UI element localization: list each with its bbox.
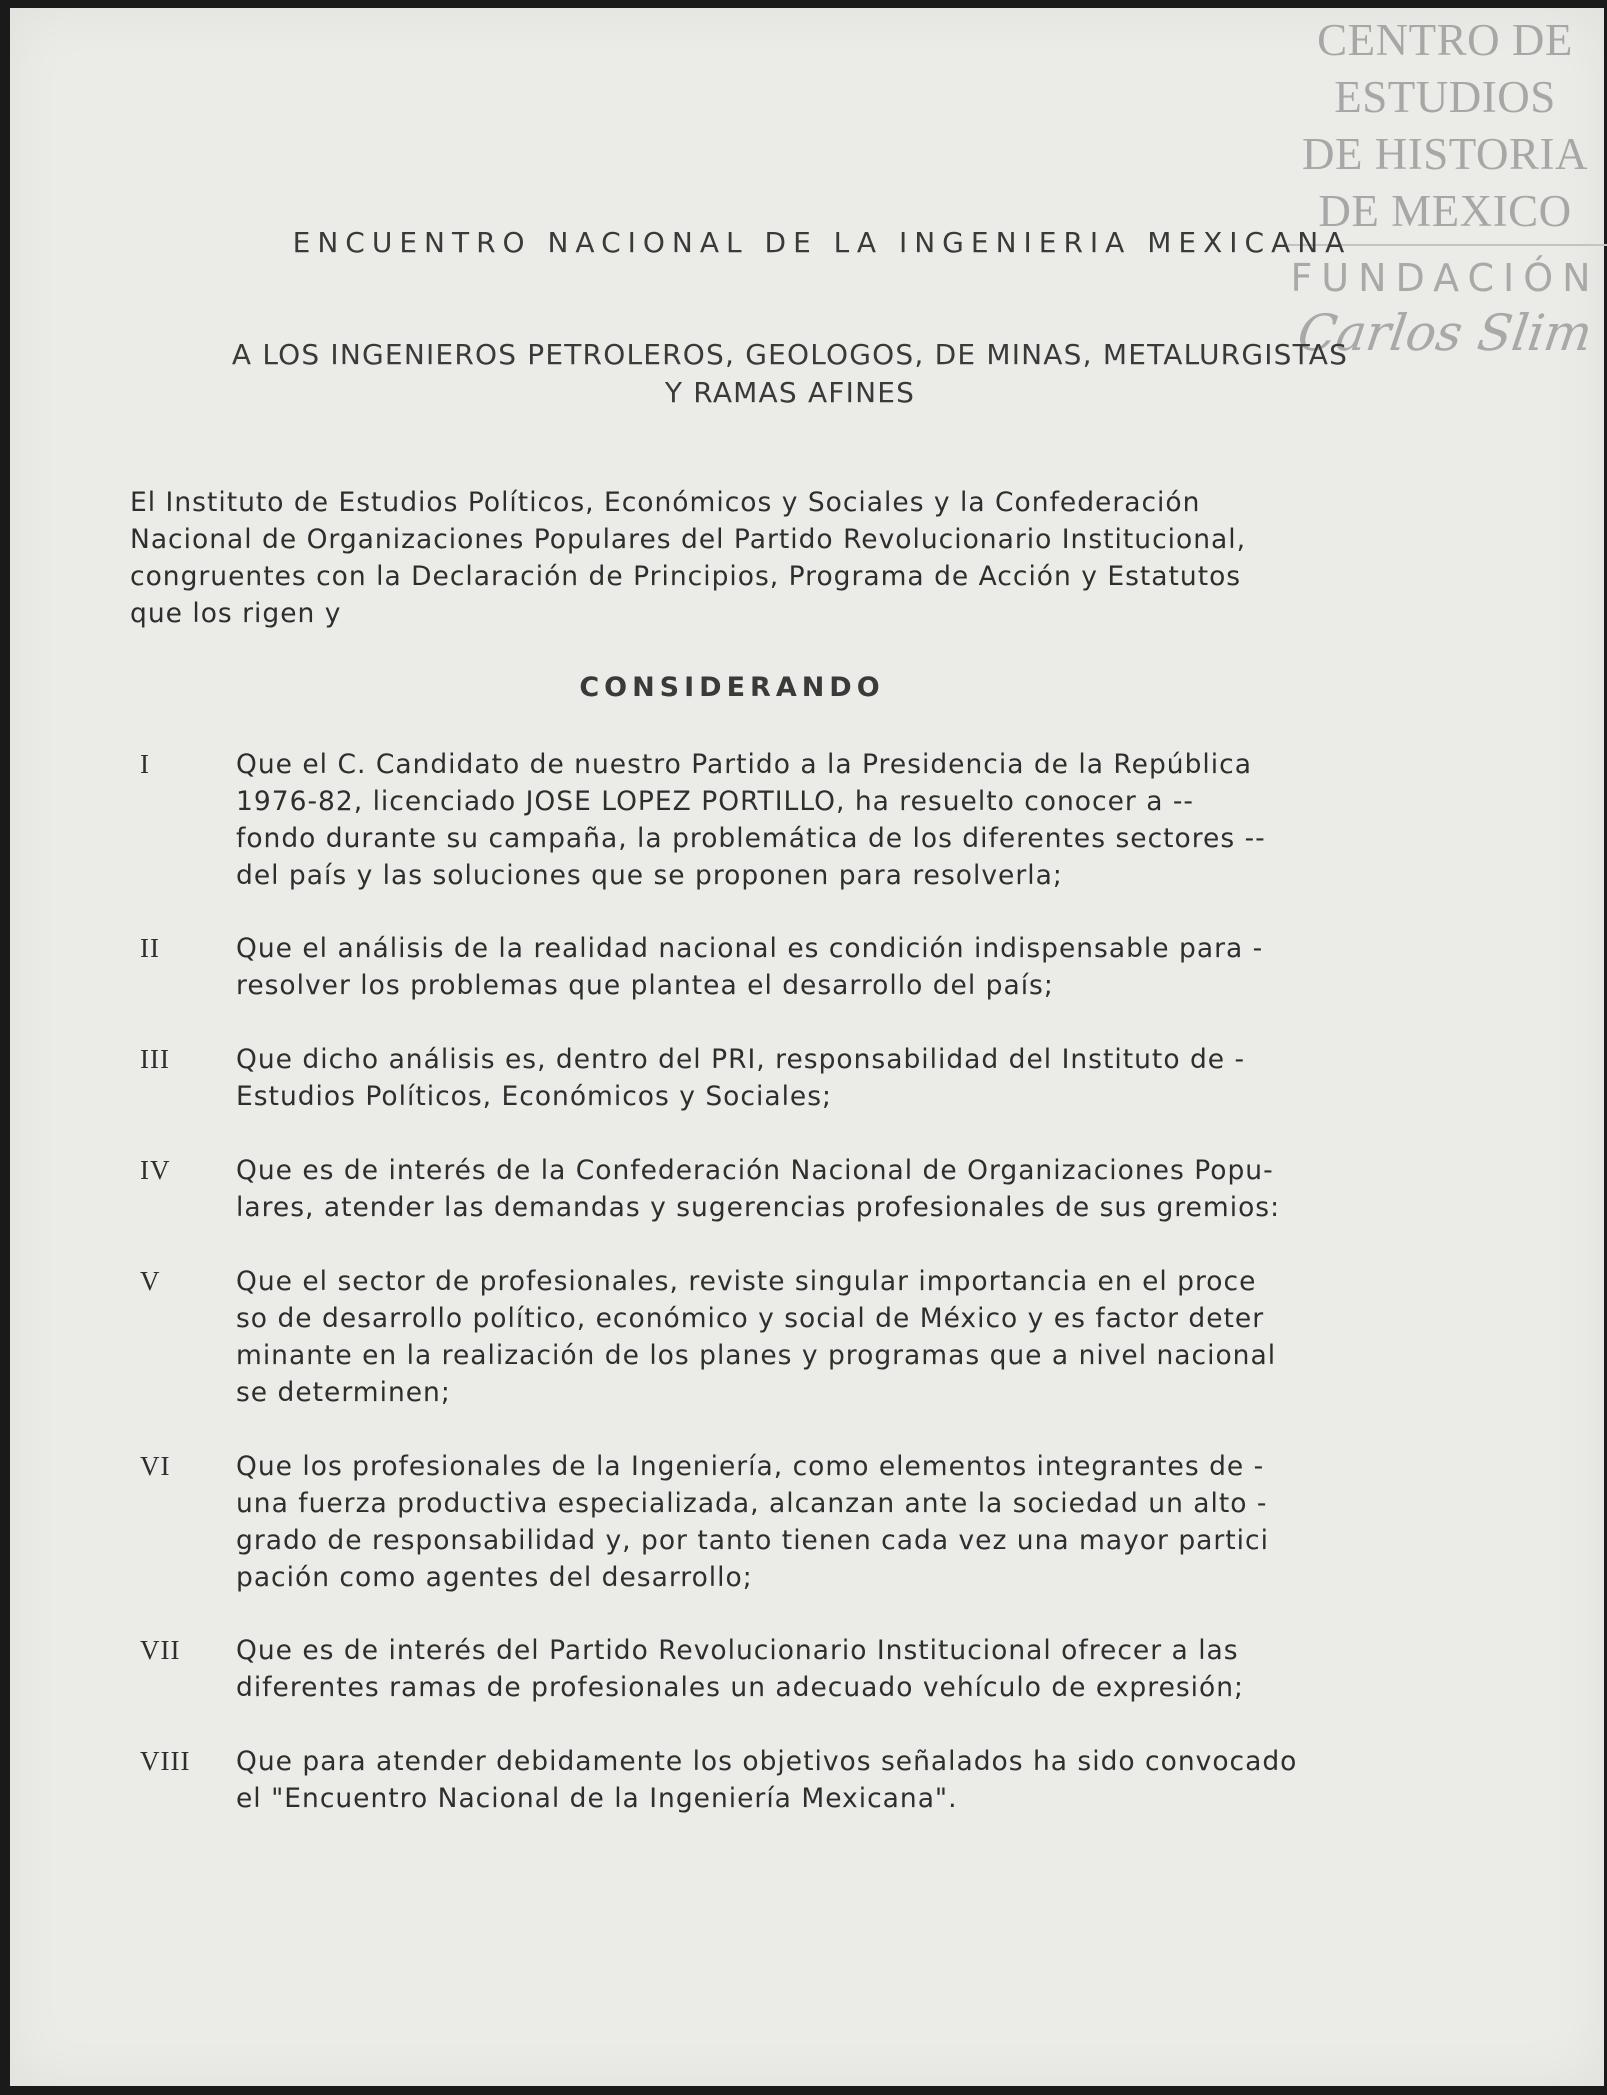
addressee-line: Y RAMAS AFINES [664, 376, 916, 409]
watermark-signature: Carlos Slim [1294, 304, 1596, 362]
item-line: Estudios Políticos, Económicos y Sociales; [236, 1081, 832, 1112]
item-line: una fuerza productiva especializada, alcanzan ante la sociedad un alto - [236, 1488, 1268, 1519]
intro-line: congruentes con la Declaración de Principios, Programa de Acción y Estatutos [130, 561, 1242, 592]
watermark-line: CENTRO DE [1317, 15, 1573, 65]
watermark-line: DE HISTORIA [1302, 129, 1588, 179]
intro-line: Nacional de Organizaciones Populares del Partido Revolucionario Institucional, [130, 524, 1247, 555]
item-number: I [140, 749, 150, 779]
item-line: lares, atender las demandas y sugerencias profesionales de sus gremios: [236, 1192, 1281, 1223]
item-text [236, 1041, 1416, 1115]
item-number: VIII [140, 1746, 191, 1776]
item-number: VII [140, 1635, 181, 1665]
considerando-heading: CONSIDERANDO [579, 672, 885, 703]
item-line: minante en la realización de los planes y programas que a nivel nacional [236, 1340, 1277, 1371]
item-line: grado de responsabilidad y, por tanto tienen cada vez una mayor partici [236, 1525, 1269, 1556]
intro-line: que los rigen y [130, 598, 342, 629]
watermark-foundation: FUNDACIÓN [1290, 256, 1600, 300]
item-line: del país y las soluciones que se proponen para resolverla; [236, 860, 1063, 891]
watermark-line: DE MEXICO [1318, 186, 1572, 236]
item-line: se determinen; [236, 1377, 451, 1408]
item-line: resolver los problemas que plantea el desarrollo del país; [236, 970, 1054, 1001]
item-line: 1976-82, licenciado JOSE LOPEZ PORTILLO, ha resuelto conocer a -- [236, 786, 1194, 817]
item-line: Que los profesionales de la Ingeniería, como elementos integrantes de - [236, 1451, 1265, 1482]
item-line: Que el análisis de la realidad nacional es condición indispensable para - [236, 933, 1264, 964]
item-number: V [140, 1266, 161, 1296]
document-title: ENCUENTRO NACIONAL DE LA INGENIERIA MEXICANA [292, 226, 1352, 259]
item-text [236, 1152, 1416, 1226]
item-number: VI [140, 1451, 171, 1481]
watermark-line: ESTUDIOS [1334, 72, 1556, 122]
item-line: so de desarrollo político, económico y social de México y es factor deter [236, 1303, 1265, 1334]
item-text [236, 1632, 1416, 1706]
item-line: diferentes ramas de profesionales un adecuado vehículo de expresión; [236, 1672, 1244, 1703]
item-line: Que el C. Candidato de nuestro Partido a la Presidencia de la República [236, 749, 1252, 780]
item-line: Que dicho análisis es, dentro del PRI, responsabilidad del Instituto de - [236, 1044, 1246, 1075]
item-number: IV [140, 1155, 171, 1185]
item-text [236, 930, 1416, 1004]
item-text [236, 1263, 1416, 1411]
document-page [10, 8, 1604, 2086]
item-text [236, 1448, 1416, 1596]
item-line: Que para atender debidamente los objetivos señalados ha sido convocado [236, 1746, 1298, 1777]
addressee-block [130, 336, 1450, 412]
item-number: III [140, 1044, 170, 1074]
item-text [236, 746, 1416, 894]
item-text [236, 1743, 1416, 1817]
item-line: el "Encuentro Nacional de la Ingeniería Mexicana". [236, 1783, 958, 1814]
intro-line: El Instituto de Estudios Políticos, Económicos y Sociales y la Confederación [130, 487, 1201, 518]
item-line: fondo durante su campaña, la problemática de los diferentes sectores -- [236, 823, 1266, 854]
item-line: Que es de interés de la Confederación Nacional de Organizaciones Popu- [236, 1155, 1274, 1186]
item-line: pación como agentes del desarrollo; [236, 1562, 753, 1593]
addressee-line: A LOS INGENIEROS PETROLEROS, GEOLOGOS, DE MINAS, METALURGISTAS [231, 338, 1349, 371]
intro-paragraph [130, 484, 1400, 632]
archive-watermark [1280, 12, 1607, 362]
item-number: II [140, 933, 160, 963]
item-line: Que el sector de profesionales, reviste singular importancia en el proce [236, 1266, 1257, 1297]
item-line: Que es de interés del Partido Revolucionario Institucional ofrecer a las [236, 1635, 1239, 1666]
